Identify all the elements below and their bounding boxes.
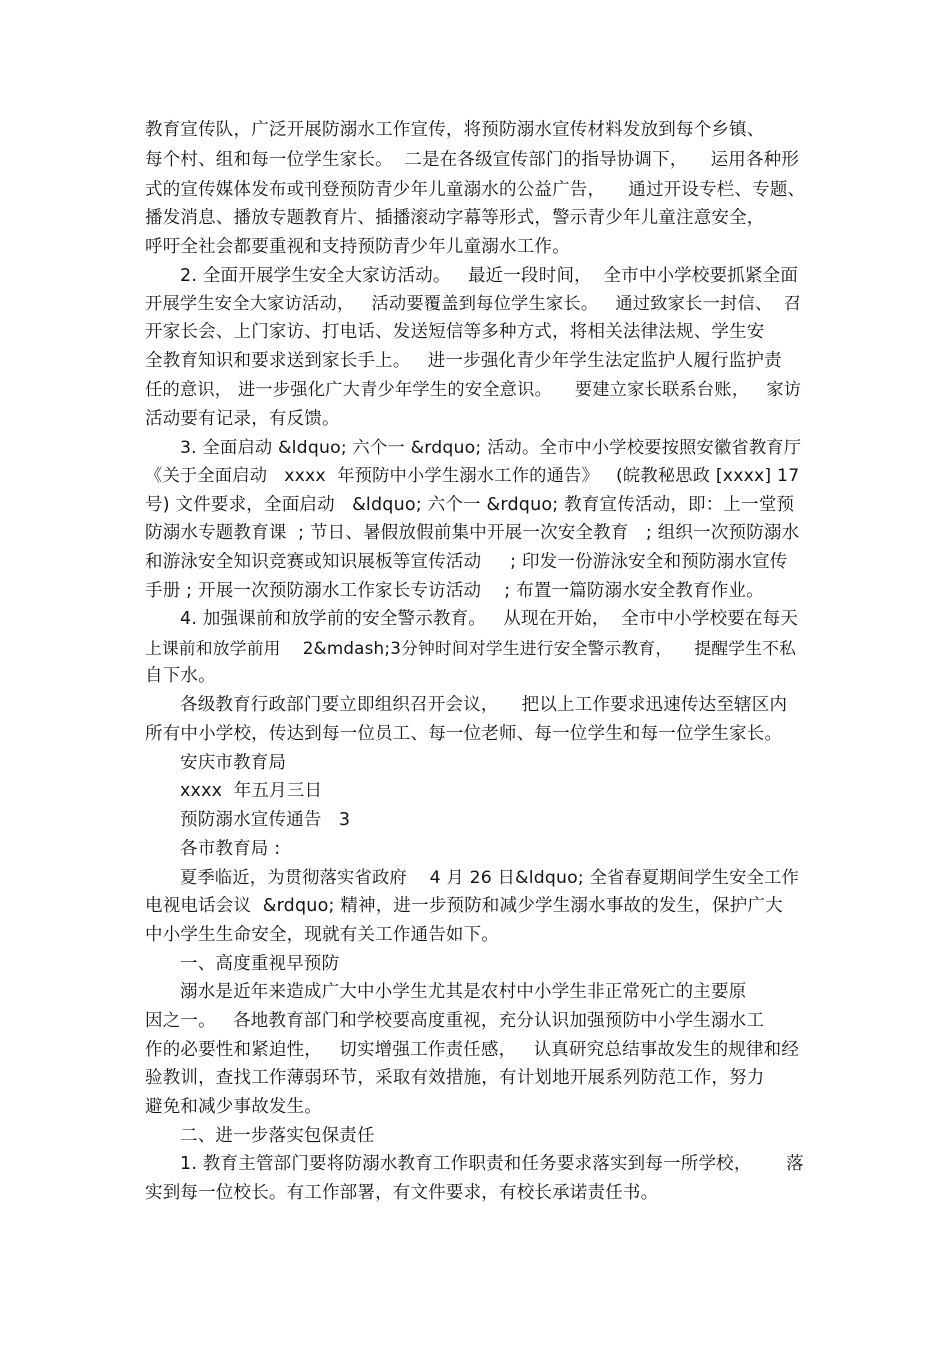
text-line: 呼吁全社会都要重视和支持预防青少年儿童溺水工作。: [145, 237, 570, 257]
text-line: 各级教育行政部门要立即组织召开会议， 把以上工作要求迅速传达至辖区内: [180, 695, 788, 715]
text-line: 实到每一位校长。有工作部署，有文件要求，有校长承诺责任书。: [145, 1183, 659, 1203]
text-line: xxxx 年五月三日: [180, 781, 323, 801]
text-line: 二、进一步落实包保责任: [180, 1126, 375, 1146]
text-line: 防溺水专题教育课 ; 节日、暑假放假前集中开展一次安全教育 ; 组织一次预防溺水: [145, 523, 800, 543]
text-line: 安庆市教育局: [180, 753, 287, 773]
text-line: 作的必要性和紧迫性， 切实增强工作责任感， 认真研究总结事故发生的规律和经: [145, 1040, 800, 1060]
text-line: 开展学生安全大家访活动， 活动要覆盖到每位学生家长。 通过致家长一封信、 召: [145, 294, 802, 314]
text-line: 全教育知识和要求送到家长手上。 进一步强化青少年学生法定监护人履行监护责: [145, 351, 782, 371]
text-line: 因之一。 各地教育部门和学校要高度重视，充分认识加强预防中小学生溺水工: [145, 1011, 765, 1031]
text-line: 活动要有记录，有反馈。: [145, 409, 340, 429]
text-line: 播发消息、播放专题教育片、插播滚动字幕等形式，警示青少年儿童注意安全，: [145, 208, 765, 228]
text-line: 式的宣传媒体发布或刊登预防青少年儿童溺水的公益广告， 通过开设专栏、专题、: [145, 180, 806, 200]
text-line: 2. 全面开展学生安全大家访活动。 最近一段时间， 全市中小学校要抓紧全面: [180, 266, 799, 286]
text-line: 《关于全面启动 xxxx 年预防中小学生溺水工作的通告》 (皖教秘思政 [xxxx] 17: [145, 466, 800, 486]
text-line: 所有中小学校，传达到每一位员工、每一位老师、每一位学生和每一位学生家长。: [145, 724, 783, 744]
text-line: 预防溺水宣传通告 3: [180, 810, 351, 830]
text-line: 夏季临近，为贯彻落实省政府 4 月 26 日&ldquo; 全省春夏期间学生安全工作: [180, 868, 799, 888]
text-line: 避免和减少事故发生。: [145, 1097, 322, 1117]
text-line: 溺水是近年来造成广大中小学生尤其是农村中小学生非正常死亡的主要原: [180, 982, 747, 1002]
text-line: 一、高度重视早预防: [180, 954, 340, 974]
text-line: 手册 ; 开展一次预防溺水工作家长专访活动 ; 布置一篇防溺水安全教育作业。: [145, 581, 764, 601]
text-line: 任的意识， 进一步强化广大青少年学生的安全意识。 要建立家长联系台账， 家访: [145, 380, 802, 400]
text-line: 自下水。: [145, 666, 216, 686]
text-line: 中小学生生命安全，现就有关工作通告如下。: [145, 925, 499, 945]
text-line: 号) 文件要求，全面启动 &ldquo; 六个一 &rdquo; 教育宣传活动，即：上一堂预: [145, 495, 795, 515]
text-line: 1. 教育主管部门要将防溺水教育工作职责和任务要求落实到每一所学校， 落: [180, 1154, 804, 1174]
text-line: 和游泳安全知识竞赛或知识展板等宣传活动 ; 印发一份游泳安全和预防溺水宣传: [145, 552, 788, 572]
text-line: 每个村、组和每一位学生家长。 二是在各级宣传部门的指导协调下， 运用各种形: [145, 150, 800, 170]
text-line: 各市教育局 :: [180, 839, 281, 859]
text-line: 4. 加强课前和放学前的安全警示教育。 从现在开始， 全市中小学校要在每天: [180, 609, 799, 629]
text-line: 上课前和放学前用 2&mdash;3分钟时间对学生进行安全警示教育， 提醒学生不私: [145, 638, 797, 658]
text-line: 开家长会、上门家访、打电话、发送短信等多种方式，将相关法律法规、学生安: [145, 322, 765, 342]
text-line: 电视电话会议 &rdquo; 精神，进一步预防和减少学生溺水事故的发生，保护广大: [145, 896, 783, 916]
text-line: 验教训，查找工作薄弱环节，采取有效措施，有计划地开展系列防范工作，努力: [145, 1068, 765, 1088]
text-line: 3. 全面启动 &ldquo; 六个一 &rdquo; 活动。全市中小学校要按照安徽省教育厅: [180, 438, 802, 458]
text-line: 教育宣传队，广泛开展防溺水工作宣传，将预防溺水宣传材料发放到每个乡镇、: [145, 120, 765, 140]
